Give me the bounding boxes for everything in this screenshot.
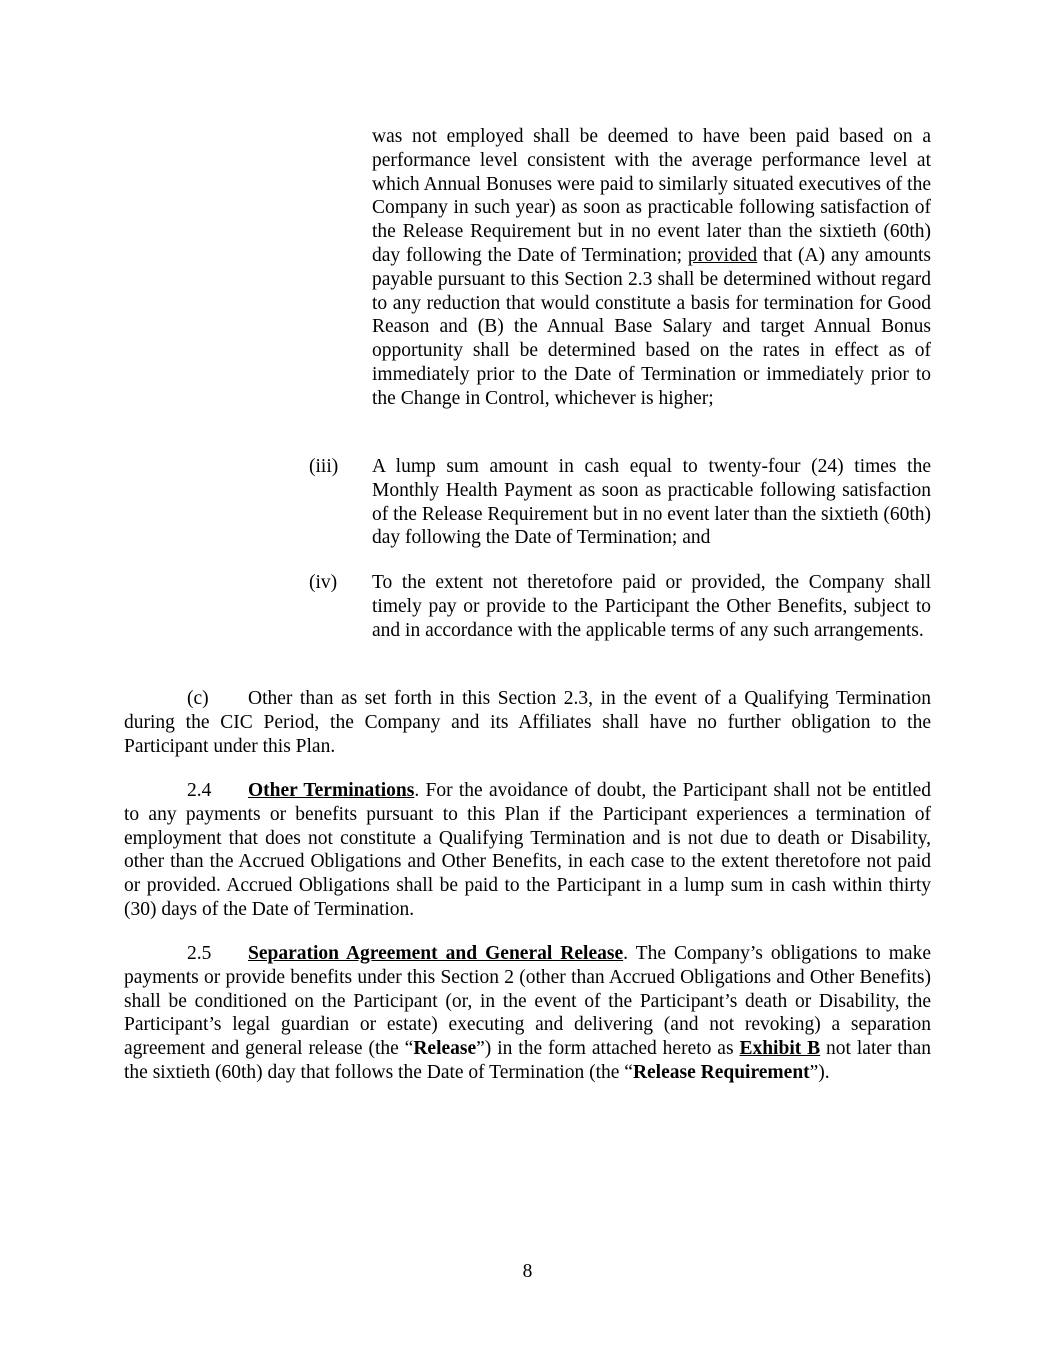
continued-text-a: was not employed shall be deemed to have been paid based on a performance level consistent with the average performance level at which Annual Bonuses were paid to similarly situated executives of the Company in such year) as soon as practicable following satisfaction of the Release Requirement but in no event later than the sixtieth (60th) day following the Date of Termination; — [372, 126, 931, 266]
paragraph-number: (c) — [187, 688, 209, 709]
item-text: A lump sum amount in cash equal to twenty-four (24) times the Monthly Health Payment as soon as practicable following satisfaction of the Release Requirement but in no event later than the sixtieth (60th) day following the Date of Termination; and — [372, 456, 931, 549]
list-item-iii — [309, 455, 931, 550]
section-2-5 — [124, 942, 931, 1085]
item-text: To the extent not theretofore paid or provided, the Company shall timely pay or provide to the Participant the Other Benefits, subject to and in accordance with the applicable terms of any such arrangements. — [372, 572, 931, 641]
page-number: 8 — [522, 1261, 533, 1282]
paragraph-c — [124, 687, 931, 758]
section-text-a: . The Company’s obligations to make payments or provide benefits under this Section 2 (other than Accrued Obligations and Other Benefits) shall be conditioned on the Participant (or, in the event of the Participant’s death or Disability, the Participant’s legal guardian or estate) executing and delivering (and not revoking) a separation agreement and general release (the “ — [124, 943, 931, 1060]
section-text-b: ”) in the form attached hereto as — [476, 1038, 740, 1060]
section-text-d: ”). — [809, 1061, 830, 1083]
section-text: . For the avoidance of doubt, the Participant shall not be entitled to any payments or benefits pursuant to this Plan if the Participant experiences a termination of employment that does not constitute a Qualifying Termination and is not due to death or Disability, other than the Accrued Obligations and Other Benefits, in each case to the extent theretofore not paid or provided. Accrued Obligations shall be paid to the Participant in a lump sum in cash within thirty (30) days of the Date of Termination. — [124, 780, 931, 920]
item-number: (iii) — [309, 456, 339, 477]
section-heading: Other Terminations — [248, 780, 415, 801]
exhibit-reference: Exhibit B — [739, 1038, 821, 1060]
section-text-c: not later than the sixtieth (60th) day that follows the Date of Termination (the “ — [124, 1038, 931, 1083]
section-2-4 — [124, 779, 931, 922]
continued-text-b: that (A) any amounts payable pursuant to this Section 2.3 shall be determined without regard to any reduction that would constitute a basis for termination for Good Reason and (B) the Annual Base Salary and target Annual Bonus opportunity shall be determined based on the rates in effect as of immediately prior to the Date of Termination or immediately prior to the Change in Control, whichever is higher; — [372, 244, 932, 409]
section-heading: Separation Agreement and General Release — [248, 943, 624, 964]
section-number: 2.5 — [187, 943, 212, 964]
release-requirement-term: Release Requirement — [632, 1061, 810, 1083]
item-number: (iv) — [309, 572, 338, 593]
continued-paragraph — [372, 125, 931, 411]
section-number: 2.4 — [187, 780, 212, 801]
paragraph-text: Other than as set forth in this Section 2.3, in the event of a Qualifying Termination during the CIC Period, the Company and its Affiliates shall have no further obligation to the Participant under this Plan. — [124, 688, 931, 757]
list-item-iv — [309, 571, 931, 642]
release-term: Release — [413, 1038, 477, 1060]
provided-term: provided — [687, 244, 758, 266]
